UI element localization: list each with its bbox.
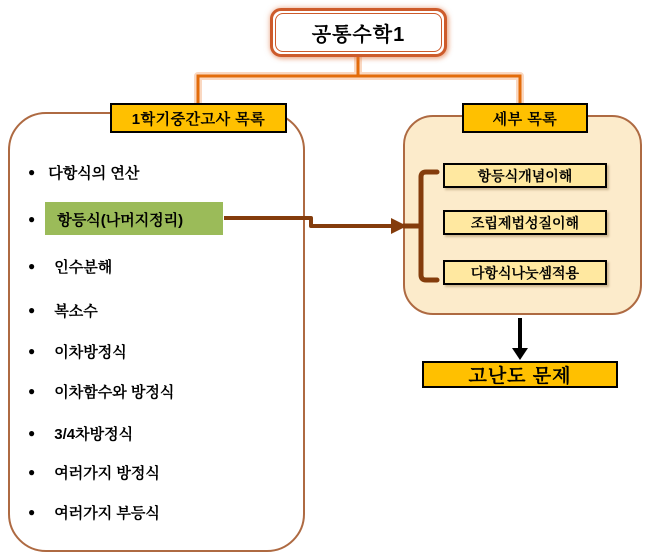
bullet-icon: ●	[28, 505, 36, 519]
topic-item	[28, 340, 127, 362]
topic-label: 3/4차방정식	[54, 425, 134, 443]
topic-item	[28, 422, 133, 444]
topic-label: 여러가지 방정식	[54, 464, 160, 482]
topic-item	[28, 208, 183, 230]
topic-label: 다항식의 연산	[48, 164, 140, 182]
topic-item	[28, 501, 160, 523]
bullet-icon: ●	[28, 212, 36, 226]
left-panel-header: 1학기중간고사 목록	[110, 103, 287, 133]
topic-label: 이차방정식	[54, 343, 127, 361]
topic-label: 인수분해	[54, 258, 113, 276]
bullet-icon: ●	[28, 165, 36, 179]
down-arrow-icon	[512, 318, 528, 360]
topic-item	[28, 255, 112, 277]
topic-label: 여러가지 부등식	[54, 504, 160, 522]
bullet-icon: ●	[28, 384, 36, 398]
topic-label: 복소수	[54, 302, 98, 320]
difficulty-box: 고난도 문제	[422, 361, 618, 388]
topic-label: 이차함수와 방정식	[54, 383, 175, 401]
right-panel-header: 세부 목록	[462, 103, 588, 133]
tree-connector-line	[198, 55, 520, 104]
topic-item	[28, 299, 98, 321]
bullet-icon: ●	[28, 465, 36, 479]
bullet-icon: ●	[28, 344, 36, 358]
topic-item	[28, 161, 139, 183]
bullet-icon: ●	[28, 426, 36, 440]
title-text: 공통수학1	[311, 24, 406, 46]
detail-box: 조립제법성질이해	[443, 210, 607, 235]
detail-box: 다항식나눗셈적용	[443, 260, 607, 285]
bullet-icon: ●	[28, 259, 36, 273]
detail-box: 항등식개념이해	[443, 163, 607, 188]
topic-item	[28, 461, 160, 483]
bullet-icon: ●	[28, 303, 36, 317]
topic-item	[28, 380, 174, 402]
title-box	[270, 8, 447, 57]
topic-label: 항등식(나머지정리)	[57, 211, 184, 229]
